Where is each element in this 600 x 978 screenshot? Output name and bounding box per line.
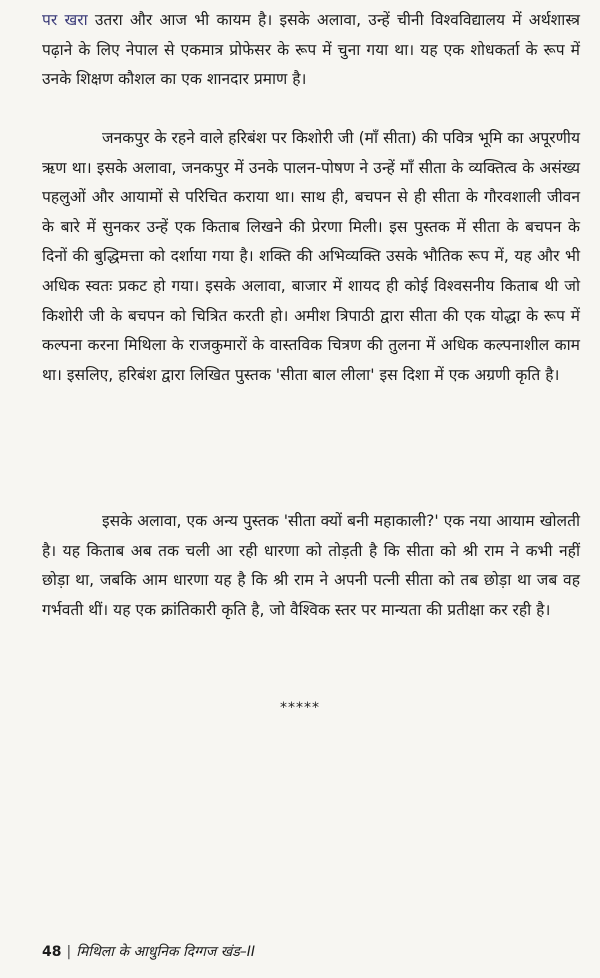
paragraph-continued bbox=[42, 6, 580, 95]
page-number: 48 bbox=[42, 944, 62, 960]
running-title: मिथिला के आधुनिक दिग्गज खंड–II bbox=[76, 944, 255, 960]
footer-separator: | bbox=[66, 944, 72, 960]
page-footer bbox=[42, 942, 255, 961]
paragraph-lead-words: पर खरा bbox=[42, 11, 88, 29]
paragraph-text: उतरा और आज भी कायम है। इसके अलावा, उन्हें चीनी विश्वविद्यालय में अर्थशास्त्र पढ़ाने के लिए नेपाल से एकमात्र प्रोफेसर के रूप में चुना गया था। यह एक शोधकर्ता के रूप में उनके शिक्षण कौशल का एक शानदार प्रमाण है। bbox=[42, 11, 580, 89]
paragraph-haribansh-sita: जनकपुर के रहने वाले हरिबंश पर किशोरी जी (माँ सीता) की पवित्र भूमि का अपूरणीय ऋण था। इसके अलावा, जनकपुर में उनके पालन-पोषण ने उन्हें माँ सीता के व्यक्तित्व के असंख्य पहलुओं और आयामों से परिचित कराया था। साथ ही, बचपन से ही सीता के गौरवशाली जीवन के बारे में सुनकर उन्हें एक किताब लिखने की प्रेरणा मिली। इस पुस्तक में सीता के बचपन के दिनों की बुद्धिमत्ता को दर्शाया गया है। शक्ति की अभिव्यक्ति उसके भौतिक रूप में, यह और भी अधिक स्वतः प्रकट हो गया। इसके अलावा, बाजार में शायद ही कोई विश्वसनीय किताब थी जो किशोरी जी के बचपन को चित्रित करती हो। अमीश त्रिपाठी द्वारा सीता की एक योद्धा के रूप में कल्पना करना मिथिला के राजकुमारों के वास्तविक चित्रण की तुलना में अधिक कल्पनाशील काम था। इसलिए, हरिबंश द्वारा लिखित पुस्तक 'सीता बाल लीला' इस दिशा में एक अग्रणी कृति है। bbox=[42, 129, 580, 384]
paragraph-sita-mahakali: इसके अलावा, एक अन्य पुस्तक 'सीता क्यों बनी महाकाली?' एक नया आयाम खोलती है। यह किताब अब तक चली आ रही धारणा को तोड़ती है कि सीता को श्री राम ने कभी नहीं छोड़ा था, जबकि आम धारणा यह है कि श्री राम ने अपनी पत्नी सीता को तब छोड़ा था जब वह गर्भवती थीं। यह एक क्रांतिकारी कृति है, जो वैश्विक स्तर पर मान्यता की प्रतीक्षा कर रही है। bbox=[42, 512, 580, 619]
section-divider: ***** bbox=[280, 700, 320, 716]
